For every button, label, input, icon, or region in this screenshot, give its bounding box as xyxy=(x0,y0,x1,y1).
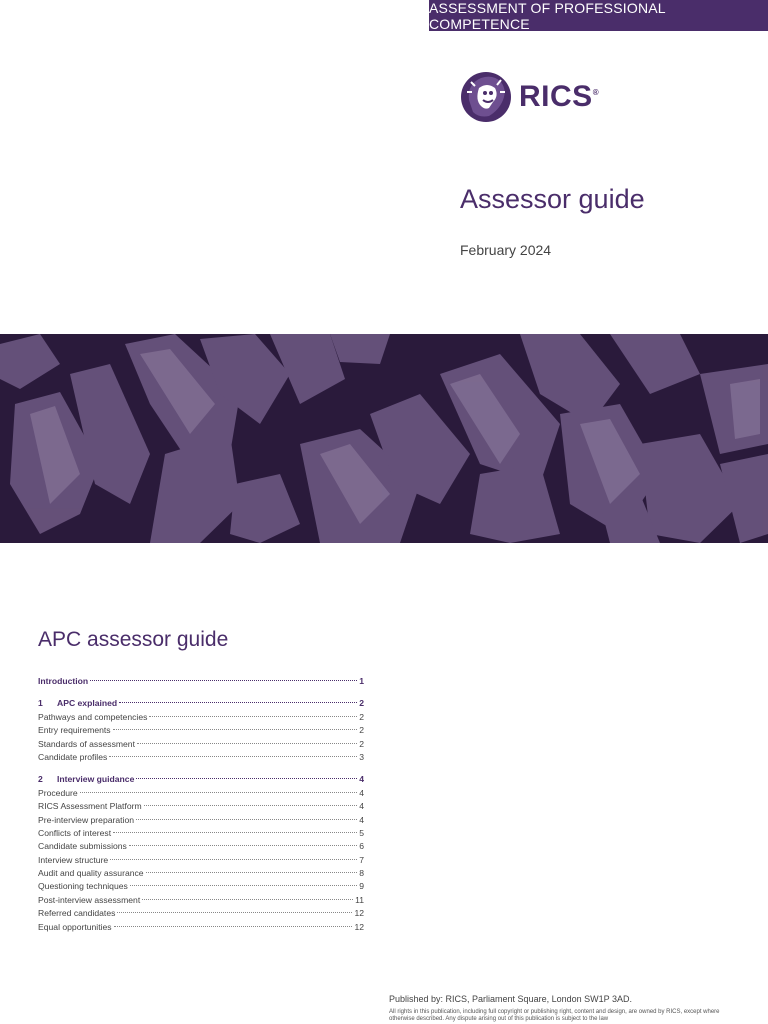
hero-image xyxy=(0,334,768,543)
toc-item[interactable] xyxy=(38,814,364,827)
page-title: Assessor guide xyxy=(460,184,645,214)
toc-item[interactable] xyxy=(38,880,364,893)
rics-logo xyxy=(459,70,599,124)
toc-label: Questioning techniques xyxy=(38,881,128,892)
toc-leader xyxy=(149,716,357,717)
toc-leader xyxy=(129,845,357,846)
toc-label: Candidate profiles xyxy=(38,751,108,762)
toc-page: 2 xyxy=(359,725,364,736)
toc-item[interactable] xyxy=(38,738,364,751)
toc-page: 2 xyxy=(359,698,364,709)
toc-page: 3 xyxy=(359,751,364,762)
toc-leader xyxy=(137,743,357,744)
toc-label: Pre-interview preparation xyxy=(38,814,135,825)
toc-leader xyxy=(146,872,358,873)
toc-item[interactable] xyxy=(38,894,364,907)
toc-leader xyxy=(119,702,357,703)
toc-page: 5 xyxy=(359,827,364,838)
toc-page: 4 xyxy=(359,801,364,812)
toc-page: 4 xyxy=(359,814,364,825)
top-banner xyxy=(429,0,768,31)
toc-label: Audit and quality assurance xyxy=(38,868,144,879)
toc-label: Referred candidates xyxy=(38,908,116,919)
toc-leader xyxy=(136,778,357,779)
toc-heading: APC assessor guide xyxy=(38,628,229,651)
toc-section-interview-guidance[interactable] xyxy=(38,773,364,786)
toc-label: Procedure xyxy=(38,787,78,798)
toc-page: 8 xyxy=(359,868,364,879)
toc-page: 2 xyxy=(359,738,364,749)
toc-leader xyxy=(109,756,357,757)
table-of-contents xyxy=(38,675,364,934)
toc-page: 9 xyxy=(359,881,364,892)
toc-leader xyxy=(144,805,358,806)
toc-label: Entry requirements xyxy=(38,725,111,736)
toc-label: Candidate submissions xyxy=(38,841,127,852)
toc-page: 4 xyxy=(359,774,364,785)
toc-page: 7 xyxy=(359,854,364,865)
legal-notice: All rights in this publication, including full copyright or publishing right, content and design, are owned by RICS, except where otherwise described. Any dispute arising out of this publication is subject to the law xyxy=(389,1009,720,1022)
publication-date: February 2024 xyxy=(460,242,552,258)
toc-leader xyxy=(113,832,357,833)
logo-registered-mark: ® xyxy=(592,88,600,97)
toc-item[interactable] xyxy=(38,724,364,737)
toc-page: 6 xyxy=(359,841,364,852)
logo-text: RICS xyxy=(519,80,593,113)
toc-section-apc-explained[interactable] xyxy=(38,697,364,710)
toc-section-number: 1 xyxy=(38,698,43,709)
toc-item[interactable] xyxy=(38,854,364,867)
toc-label: Introduction xyxy=(38,676,89,686)
toc-item[interactable] xyxy=(38,867,364,880)
toc-leader xyxy=(110,859,357,860)
toc-page: 12 xyxy=(354,921,364,932)
toc-item[interactable] xyxy=(38,711,364,724)
toc-label: Standards of assessment xyxy=(38,738,135,749)
stone-texture-image xyxy=(0,334,768,543)
toc-page: 12 xyxy=(354,908,364,919)
toc-leader xyxy=(113,729,358,730)
lion-icon xyxy=(459,70,513,124)
toc-label: Interview structure xyxy=(38,854,109,865)
toc-item[interactable] xyxy=(38,751,364,764)
toc-item[interactable] xyxy=(38,921,364,934)
toc-item[interactable] xyxy=(38,907,364,920)
toc-label: Pathways and competencies xyxy=(38,711,148,722)
publisher-line: Published by: RICS, Parliament Square, London SW1P 3AD. xyxy=(389,994,632,1004)
toc-leader xyxy=(114,926,353,927)
logo-wordmark xyxy=(519,80,599,114)
toc-label: Interview guidance xyxy=(57,774,135,785)
toc-leader xyxy=(142,899,353,900)
toc-label: Conflicts of interest xyxy=(38,827,112,838)
toc-item[interactable] xyxy=(38,827,364,840)
toc-page: 1 xyxy=(359,676,364,686)
toc-item[interactable] xyxy=(38,787,364,800)
toc-introduction[interactable] xyxy=(38,675,364,688)
toc-item[interactable] xyxy=(38,840,364,853)
toc-label: Post-interview assessment xyxy=(38,894,141,905)
toc-label: Equal opportunities xyxy=(38,921,112,932)
toc-label: RICS Assessment Platform xyxy=(38,801,142,812)
toc-leader xyxy=(90,680,357,681)
toc-page: 4 xyxy=(359,787,364,798)
toc-page: 11 xyxy=(355,894,364,905)
toc-label: APC explained xyxy=(57,698,118,709)
toc-item[interactable] xyxy=(38,800,364,813)
toc-leader xyxy=(130,885,357,886)
toc-leader xyxy=(80,792,358,793)
toc-leader xyxy=(136,819,357,820)
banner-text: ASSESSMENT OF PROFESSIONAL COMPETENCE xyxy=(429,0,666,32)
toc-leader xyxy=(117,912,352,913)
toc-section-number: 2 xyxy=(38,774,43,785)
toc-page: 2 xyxy=(359,711,364,722)
